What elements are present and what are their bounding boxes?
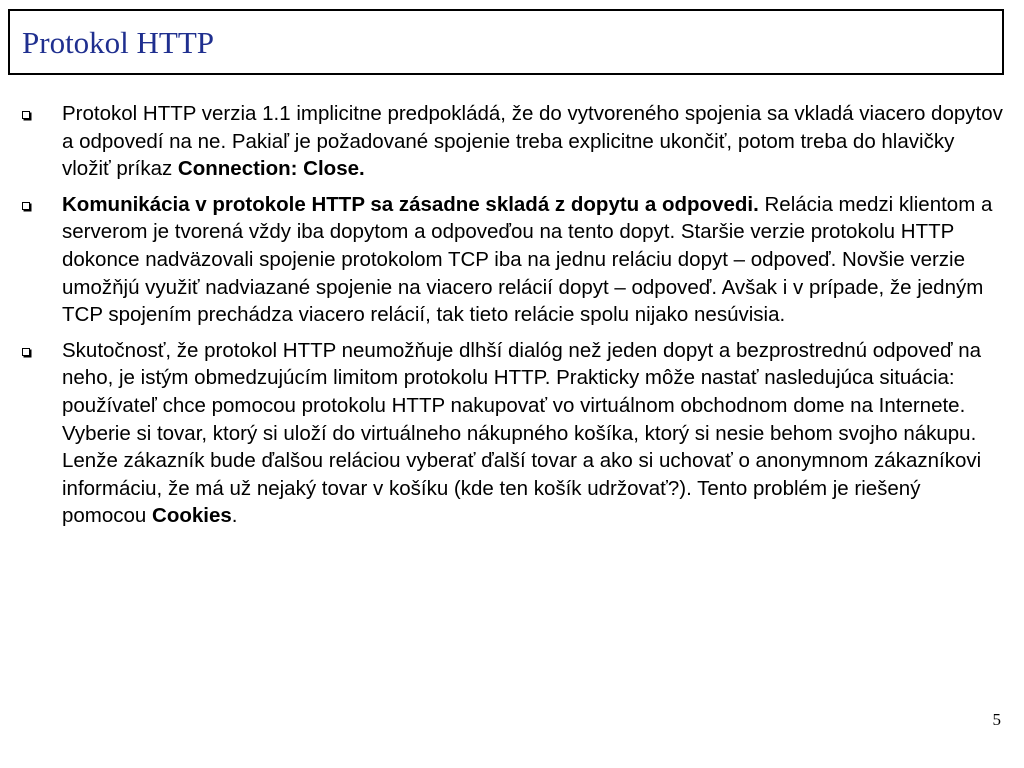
bullet-3-bold-text: Cookies <box>152 504 232 528</box>
hollow-square-bullet-icon <box>22 111 30 119</box>
bullet-1-text: Protokol HTTP verzia 1.1 implicitne predpokládá, že do vytvoreného spojenia sa vkladá viacero dopytov a odpovedí na ne. Pakiaľ je požadované spojenie treba explicitne ukončiť, potom treba do hlavičky vložiť príkaz <box>62 102 1003 181</box>
bullet-item-1 <box>20 100 1005 183</box>
hollow-square-bullet-icon <box>22 348 30 356</box>
slide-content <box>20 100 1005 538</box>
bullet-3-text: Skutočnosť, že protokol HTTP neumožňuje dlhší dialóg než jeden dopyt a bezprostrednú odpoveď na neho, je istým obmedzujúcím limitom protokolu HTTP. Prakticky môže nastať nasledujúca situácia: používateľ chce pomocou protokolu HTTP nakupovať vo virtuálnom obchodnom dome na Internete. Vyberie si tovar, ktorý si uloží do virtuálneho nákupného košíka, ktorý si nesie behom svojho nákupu. Lenže zákazník bude ďalšou reláciou vyberať ďalší tovar a ako si uchovať o anonymnom zákazníkovi informáciu, že má už nejaký tovar v košíku (kde ten košík udržovať?). Tento problém je riešený pomocou <box>62 338 982 528</box>
bullet-item-3 <box>20 337 1005 530</box>
hollow-square-bullet-icon <box>22 202 30 210</box>
bullet-item-2 <box>20 191 1005 329</box>
slide-title-box <box>8 9 1004 75</box>
bullet-2-bold-lead: Komunikácia v protokole HTTP sa zásadne skladá z dopytu a odpovedi. <box>62 192 759 216</box>
bullet-2-text: Relácia medzi klientom a serverom je tvorená vždy iba dopytom a odpoveďou na tento dopyt. Staršie verzie protokolu HTTP dokonce nadväzovali spojenie protokolom TCP iba na jednu reláciu dopyt – odpoveď. Novšie verzie umožňjú využiť nadviazané spojenie na viacero relácií dopyt – odpoveď. Avšak i v prípade, že jedným TCP spojením prechádza viacero relácií, tak tieto relácie spolu nijako nesúvisia. <box>62 192 993 327</box>
bullet-3-tail: . <box>231 504 238 528</box>
page-number: 5 <box>992 710 1001 729</box>
slide-title: Protokol HTTP <box>22 25 215 60</box>
bullet-1-bold-text: Connection: Close. <box>177 157 365 181</box>
